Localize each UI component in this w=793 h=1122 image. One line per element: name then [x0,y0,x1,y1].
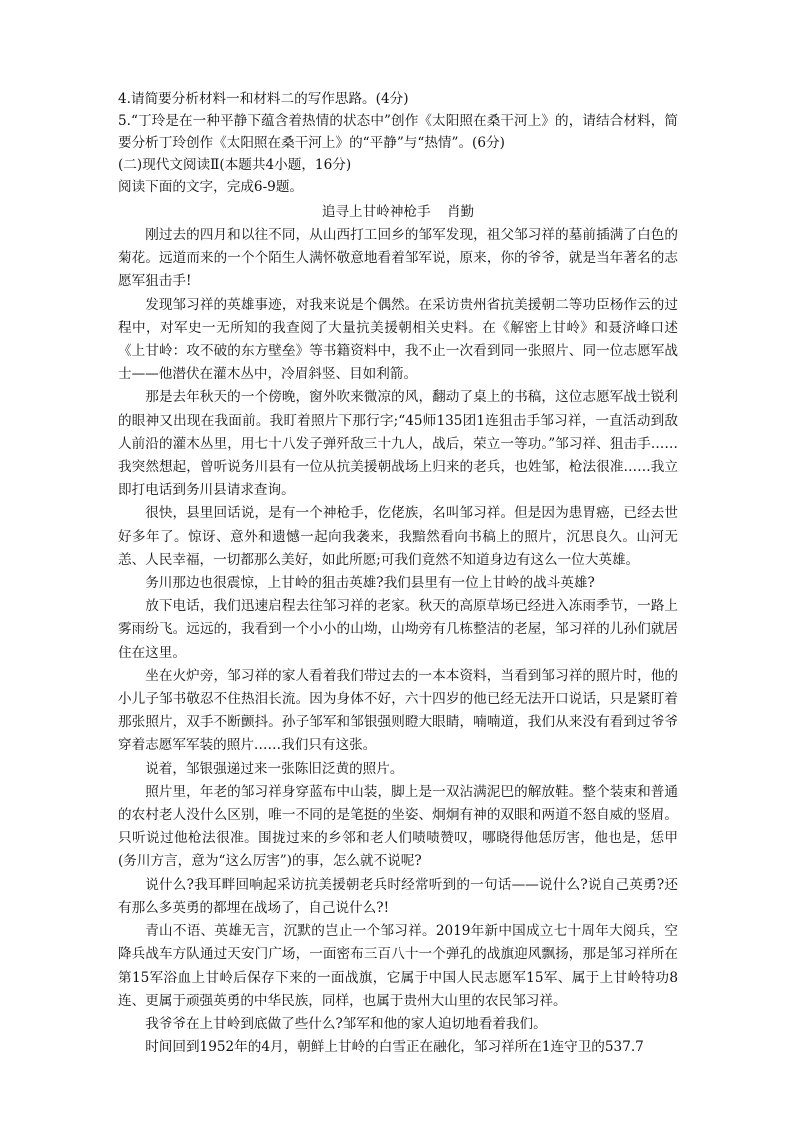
paragraph: 时间回到1952年的4月，朝鲜上甘岭的白雪正在融化，邹习祥所在1连守卫的537.7 [145,1039,644,1056]
paragraph: 那是去年秋天的一个傍晚，窗外吹来微凉的风，翻动了桌上的书稿，这位志愿军战士锐利的眼神又出现在我面前。我盯着照片下那行字;“45师135团1连狙击手邹习祥，一直活动到敌人前沿的灌木丛里，用七十八发子弹歼敌三十九人，战后，荣立一等功。”邹习祥、狙击手……我突然想起，曾听说务川县有一位从抗美援朝战场上归来的老兵，也姓邹，枪法很准……我立即打电话到务川县请求查询。 [118,389,678,499]
question-4: 4.请简要分析材料一和材料二的写作思路。(4分) [118,91,409,107]
paragraph: 放下电话，我们迅速启程去往邹习祥的老家。秋天的高原草场已经进入冻雨季节，一路上雾雨纷飞。远远的，我看到一个小小的山坳，山坳旁有几栋整洁的老屋，邹习祥的儿孙们就居住在这里。 [118,598,678,661]
paragraph: 青山不语、英雄无言，沉默的岂止一个邹习祥。2019年新中国成立七十周年大阅兵，空降兵战车方队通过天安门广场，一面密布三百八十一个弹孔的战旗迎风飘扬，那是邹习祥所在第15军浴血上甘岭后保存下来的一面战旗，它属于中国人民志愿军15军、属于上甘岭特功8连、更属于顽强英勇的中华民族，同样，也属于贵州大山里的农民邹习祥。 [118,923,678,1009]
paragraph: 刚过去的四月和以往不同，从山西打工回乡的邹军发现，祖父邹习祥的墓前插满了白色的菊花。远道而来的一个个陌生人满怀敬意地看着邹军说，原来，你的爷爷，就是当年著名的志愿军狙击手! [118,227,678,290]
paragraph: 坐在火炉旁，邹习祥的家人看着我们带过去的一本本资料，当看到邹习祥的照片时，他的小儿子邹书敬忍不住热泪长流。因为身体不好，六十四岁的他已经无法开口说话，只是紧盯着那张照片，双手不断颤抖。孙子邹军和邹银强则瞪大眼睛，喃喃道，我们从来没有看到过爷爷穿着志愿军军装的照片……我们只有这张。 [118,667,678,754]
article-author: 肖勤 [446,204,475,220]
document-content [118,88,678,1059]
instruction: 阅读下面的文字，完成6-9题。 [118,179,304,195]
article-title: 追寻上甘岭神枪手 [321,204,431,220]
question-5: 5.“丁玲是在一种平静下蕴含着热情的状态中”创作《太阳照在桑干河上》的，请结合材料，简要分析丁玲创作《太阳照在桑干河上》的“平静”与“热情”。(6分) [118,113,678,151]
paragraph: 照片里，年老的邹习祥身穿蓝布中山装，脚上是一双沾满泥巴的解放鞋。整个装束和普通的农村老人没什么区别，唯一不同的是笔挺的坐姿、炯炯有神的双眼和两道不怒自威的竖眉。只听说过他枪法很准。围拢过来的乡邻和老人们啧啧赞叹，哪晓得他恁厉害，他也是，恁甲(务川方言，意为“这么厉害”)的事，怎么就不说呢? [118,783,678,870]
paragraph: 说什么?我耳畔回响起采访抗美援朝老兵时经常听到的一句话——说什么?说自己英勇?还有那么多英勇的都埋在战场了，自己说什么?! [118,876,678,916]
paragraph: 发现邹习祥的英雄事迹，对我来说是个偶然。在采访贵州省抗美援朝二等功臣杨作云的过程中，对军史一无所知的我查阅了大量抗美援朝相关史料。在《解密上甘岭》和聂济峰口述《上甘岭：攻不破的东方壁垒》等书籍资料中，我不止一次看到同一张照片、同一位志愿军战士——他潜伏在灌木丛中，冷眉斜竖、目如利箭。 [118,296,678,383]
article-title-row [118,200,678,224]
section-header: (二)现代文阅读Ⅱ(本题共4小题，16分) [118,157,352,173]
paragraph: 务川那边也很震惊，上甘岭的狙击英雄?我们县里有一位上甘岭的战斗英雄? [145,575,595,592]
paragraph: 我爷爷在上甘岭到底做了些什么?邹军和他的家人迫切地看着我们。 [145,1015,547,1032]
paragraph: 很快，县里回话说，是有一个神枪手，仡佬族，名叫邹习祥。但是因为患胃癌，已经去世好多年了。惊讶、意外和遗憾一起向我袭来，我黯然看向书稿上的照片，沉思良久。山河无恙、人民幸福，一切都那么美好，如此所愿;可我们竟然不知道身边有这么一位大英雄。 [118,505,678,568]
paragraph: 说着，邹银强递过来一张陈旧泛黄的照片。 [145,760,404,777]
